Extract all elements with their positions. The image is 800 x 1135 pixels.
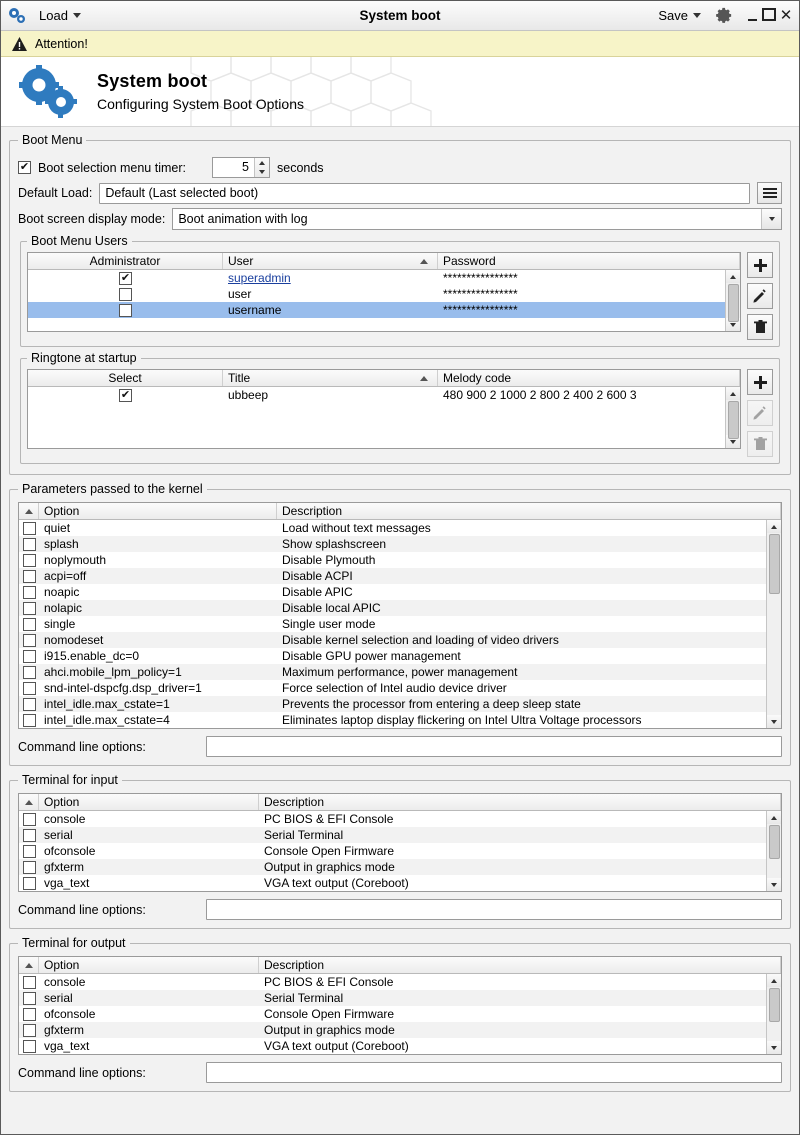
attention-text: Attention!: [35, 36, 88, 51]
admin-checkbox[interactable]: [119, 304, 132, 317]
cell-option: noapic: [44, 585, 80, 599]
default-load-menu-button[interactable]: [757, 182, 782, 204]
cell-option: console: [44, 975, 86, 989]
page-banner: [1, 57, 799, 127]
column-option[interactable]: Option: [39, 503, 277, 519]
close-icon[interactable]: ✕: [779, 6, 793, 24]
row-checkbox[interactable]: [23, 522, 36, 535]
scrollbar-thumb[interactable]: [769, 988, 780, 1022]
sort-ascending-icon: [25, 800, 33, 805]
row-checkbox[interactable]: [23, 634, 36, 647]
banner-title: System boot: [97, 71, 208, 91]
terminal-input-cmd-label: Command line options:: [18, 902, 146, 917]
row-checkbox[interactable]: [23, 666, 36, 679]
table-row[interactable]: [19, 827, 781, 843]
cell-option: snd-intel-dspcfg.dsp_driver=1: [44, 681, 202, 695]
scroll-up-icon[interactable]: [726, 387, 740, 400]
cell-description: Console Open Firmware: [264, 1007, 395, 1021]
display-mode-value: Boot animation with log: [178, 212, 308, 226]
table-row[interactable]: [19, 536, 781, 552]
load-menu-label: Load: [39, 8, 68, 23]
cell-description: Maximum performance, power management: [282, 665, 518, 679]
cell-select[interactable]: [28, 389, 223, 402]
kernel-parameters-legend: Parameters passed to the kernel: [22, 482, 203, 496]
kernel-cmd-input[interactable]: [206, 736, 782, 757]
table-body: [28, 270, 740, 331]
table-row[interactable]: [19, 1022, 781, 1038]
edit-user-button[interactable]: [747, 283, 773, 309]
table-row[interactable]: [19, 552, 781, 568]
spinner-down-icon[interactable]: [255, 168, 269, 178]
select-checkbox[interactable]: [119, 389, 132, 402]
column-administrator[interactable]: Administrator: [28, 253, 223, 269]
row-checkbox[interactable]: [23, 698, 36, 711]
cell-description: Disable local APIC: [282, 601, 381, 615]
boot-menu-users-section: [20, 234, 780, 347]
scrollbar-thumb[interactable]: [728, 401, 739, 439]
row-checkbox[interactable]: [23, 618, 36, 631]
cell-password: ****************: [443, 271, 518, 285]
warning-triangle-icon: [11, 36, 28, 52]
column-option[interactable]: Option: [39, 794, 259, 810]
row-checkbox[interactable]: [23, 714, 36, 727]
admin-checkbox[interactable]: [119, 288, 132, 301]
kernel-cmd-label: Command line options:: [18, 739, 146, 754]
gear-icon[interactable]: [715, 6, 735, 26]
cell-option: noplymouth: [44, 553, 107, 567]
table-row[interactable]: [28, 302, 740, 318]
cell-option: intel_idle.max_cstate=1: [44, 697, 170, 711]
row-checkbox[interactable]: [23, 1008, 36, 1021]
scrollbar-thumb[interactable]: [728, 284, 739, 322]
table-header: [19, 503, 781, 520]
boot-timer-label: Boot selection menu timer:: [38, 160, 186, 175]
table-row[interactable]: [19, 616, 781, 632]
add-ringtone-button[interactable]: [747, 369, 773, 395]
boot-timer-spinner[interactable]: [212, 157, 270, 178]
cell-description: Eliminates laptop display flickering on Intel Ultra Voltage processors: [282, 713, 642, 727]
kernel-parameters-table[interactable]: [18, 502, 782, 729]
cell-description: Force selection of Intel audio device driver: [282, 681, 507, 695]
title-bar: [1, 1, 799, 31]
row-checkbox[interactable]: [23, 650, 36, 663]
cell-user: user: [228, 287, 252, 301]
terminal-input-section: [9, 773, 791, 929]
window-title: System boot: [359, 8, 441, 23]
cell-description: Serial Terminal: [264, 828, 344, 842]
spinner-up-icon[interactable]: [255, 158, 269, 168]
save-menu-label: Save: [658, 8, 688, 23]
sort-ascending-icon: [420, 376, 428, 381]
banner-subtitle: Configuring System Boot Options: [97, 96, 304, 112]
table-row[interactable]: [19, 843, 781, 859]
table-row[interactable]: [19, 632, 781, 648]
cell-option: quiet: [44, 521, 71, 535]
table-row[interactable]: [28, 387, 740, 403]
delete-icon: [754, 320, 767, 334]
table-row[interactable]: [19, 600, 781, 616]
default-load-row: [18, 182, 782, 204]
table-row[interactable]: [19, 1038, 781, 1054]
table-row[interactable]: [19, 584, 781, 600]
load-menu-button[interactable]: [35, 6, 85, 25]
table-header: [19, 794, 781, 811]
cell-option: gfxterm: [44, 860, 85, 874]
table-row[interactable]: [28, 286, 740, 302]
terminal-output-cmd-input[interactable]: [206, 1062, 782, 1083]
table-body: [19, 811, 781, 891]
cell-description: Disable Plymouth: [282, 553, 376, 567]
row-checkbox[interactable]: [23, 682, 36, 695]
column-checkbox[interactable]: [19, 794, 39, 810]
kernel-cmd-row: [18, 736, 782, 757]
cell-description: Disable ACPI: [282, 569, 353, 583]
row-checkbox[interactable]: [23, 813, 36, 826]
add-icon: [754, 259, 767, 272]
row-checkbox[interactable]: [23, 845, 36, 858]
cell-password: ****************: [443, 303, 518, 317]
terminal-input-table[interactable]: [18, 793, 782, 892]
cell-title: ubbeep: [228, 388, 269, 402]
cell-option: nolapic: [44, 601, 83, 615]
cell-option: ofconsole: [44, 844, 96, 858]
scroll-up-icon[interactable]: [726, 270, 740, 283]
chevron-down-icon: [73, 13, 81, 18]
cell-option: gfxterm: [44, 1023, 85, 1037]
boot-timer-checkbox[interactable]: [18, 161, 31, 174]
row-checkbox[interactable]: [23, 877, 36, 890]
display-mode-select[interactable]: [172, 208, 782, 230]
terminal-output-cmd-row: [18, 1062, 782, 1083]
cell-password: ****************: [443, 287, 518, 301]
delete-icon: [754, 437, 767, 451]
cell-description: VGA text output (Coreboot): [264, 1039, 409, 1053]
table-header: [28, 253, 740, 270]
cell-description: Load without text messages: [282, 521, 431, 535]
default-load-label: Default Load:: [18, 186, 93, 200]
scroll-up-icon[interactable]: [767, 811, 781, 824]
menu-icon: [763, 188, 777, 198]
cell-option: ofconsole: [44, 1007, 96, 1021]
cell-option: acpi=off: [44, 569, 87, 583]
terminal-output-legend: Terminal for output: [22, 936, 126, 950]
cell-administrator[interactable]: [28, 304, 223, 317]
ringtone-table[interactable]: [27, 369, 741, 449]
cell-user: superadmin: [228, 271, 291, 285]
cell-option: i915.enable_dc=0: [44, 649, 140, 663]
row-checkbox[interactable]: [23, 570, 36, 583]
cell-administrator[interactable]: [28, 272, 223, 285]
boot-menu-users-legend: Boot Menu Users: [31, 234, 128, 248]
cell-option: ahci.mobile_lpm_policy=1: [44, 665, 182, 679]
cell-option: splash: [44, 537, 79, 551]
cell-description: Output in graphics mode: [264, 860, 395, 874]
gears-icon: [7, 6, 27, 26]
gears-icon: [15, 65, 79, 119]
scrollbar-thumb[interactable]: [769, 534, 780, 594]
cell-option: single: [44, 617, 76, 631]
boot-timer-unit: seconds: [277, 160, 324, 175]
row-checkbox[interactable]: [23, 602, 36, 615]
scroll-up-icon[interactable]: [767, 520, 781, 533]
table-row[interactable]: [19, 696, 781, 712]
table-row[interactable]: [28, 270, 740, 286]
display-mode-row: [18, 208, 782, 230]
row-checkbox[interactable]: [23, 829, 36, 842]
table-header: [28, 370, 740, 387]
sort-ascending-icon: [25, 509, 33, 514]
vertical-scrollbar[interactable]: [766, 811, 781, 891]
cell-description: Prevents the processor from entering a deep sleep state: [282, 697, 581, 711]
cell-melody: 480 900 2 1000 2 800 2 400 2 600 3: [443, 388, 637, 402]
ringtone-section: [20, 351, 780, 464]
row-checkbox[interactable]: [23, 554, 36, 567]
boot-menu-users-table[interactable]: [27, 252, 741, 332]
column-title[interactable]: Title: [223, 370, 438, 386]
cell-option: serial: [44, 991, 73, 1005]
table-row[interactable]: [19, 712, 781, 728]
table-body: [28, 387, 740, 448]
chevron-down-icon[interactable]: [761, 209, 781, 229]
table-header: [19, 957, 781, 974]
cell-user: username: [228, 303, 282, 317]
cell-description: Output in graphics mode: [264, 1023, 395, 1037]
terminal-input-cmd-row: [18, 899, 782, 920]
cell-option: console: [44, 812, 86, 826]
cell-description: Single user mode: [282, 617, 376, 631]
table-row[interactable]: [19, 664, 781, 680]
row-checkbox[interactable]: [23, 861, 36, 874]
column-melody-code[interactable]: Melody code: [438, 370, 740, 386]
column-checkbox[interactable]: [19, 957, 39, 973]
column-password[interactable]: Password: [438, 253, 740, 269]
default-load-input[interactable]: [99, 183, 750, 204]
cell-option: vga_text: [44, 1039, 90, 1053]
cell-description: Disable APIC: [282, 585, 353, 599]
table-body: [19, 520, 781, 728]
vertical-scrollbar[interactable]: [725, 387, 740, 448]
attention-bar: [1, 31, 799, 57]
edit-icon: [753, 289, 767, 303]
edit-ringtone-button: [747, 400, 773, 426]
boot-menu-legend: Boot Menu: [22, 133, 83, 147]
scroll-up-icon[interactable]: [767, 974, 781, 987]
save-menu-button[interactable]: [654, 6, 705, 25]
cell-option: serial: [44, 828, 73, 842]
table-row[interactable]: [19, 1006, 781, 1022]
cell-option: nomodeset: [44, 633, 104, 647]
admin-checkbox[interactable]: [119, 272, 132, 285]
cell-description: PC BIOS & EFI Console: [264, 975, 394, 989]
edit-icon: [753, 406, 767, 420]
cell-option: vga_text: [44, 876, 90, 890]
column-user[interactable]: User: [223, 253, 438, 269]
table-body: [19, 974, 781, 1054]
table-row[interactable]: [19, 990, 781, 1006]
scrollbar-thumb[interactable]: [769, 825, 780, 859]
cell-description: Show splashscreen: [282, 537, 387, 551]
row-checkbox[interactable]: [23, 992, 36, 1005]
cell-description: PC BIOS & EFI Console: [264, 812, 394, 826]
cell-description: VGA text output (Coreboot): [264, 876, 409, 890]
table-row[interactable]: [19, 648, 781, 664]
scroll-down-icon[interactable]: [767, 715, 781, 728]
add-user-button[interactable]: [747, 252, 773, 278]
boot-timer-row: [18, 157, 782, 178]
cell-administrator[interactable]: [28, 288, 223, 301]
table-row[interactable]: [19, 520, 781, 536]
row-checkbox[interactable]: [23, 1024, 36, 1037]
display-mode-label: Boot screen display mode:: [18, 212, 166, 226]
terminal-output-section: [9, 936, 791, 1092]
column-select[interactable]: Select: [28, 370, 223, 386]
row-checkbox[interactable]: [23, 976, 36, 989]
column-option[interactable]: Option: [39, 957, 259, 973]
cell-description: Disable kernel selection and loading of video drivers: [282, 633, 559, 647]
maximize-icon[interactable]: [762, 9, 776, 23]
table-row[interactable]: [19, 811, 781, 827]
terminal-output-cmd-label: Command line options:: [18, 1065, 146, 1080]
table-row[interactable]: [19, 568, 781, 584]
table-row[interactable]: [19, 680, 781, 696]
column-description[interactable]: Description: [277, 503, 781, 519]
table-row[interactable]: [19, 859, 781, 875]
row-checkbox[interactable]: [23, 538, 36, 551]
main-content: [1, 127, 799, 1134]
chevron-down-icon: [693, 13, 701, 18]
cell-description: Serial Terminal: [264, 991, 344, 1005]
terminal-output-table[interactable]: [18, 956, 782, 1055]
ringtone-legend: Ringtone at startup: [31, 351, 137, 365]
row-checkbox[interactable]: [23, 586, 36, 599]
cell-description: Disable GPU power management: [282, 649, 461, 663]
boot-menu-section: [9, 133, 791, 475]
terminal-input-cmd-input[interactable]: [206, 899, 782, 920]
column-description[interactable]: Description: [259, 957, 781, 973]
scroll-down-icon[interactable]: [767, 878, 781, 891]
boot-timer-value: 5: [242, 160, 249, 174]
column-checkbox[interactable]: [19, 503, 39, 519]
delete-ringtone-button: [747, 431, 773, 457]
scroll-down-icon[interactable]: [767, 1041, 781, 1054]
vertical-scrollbar[interactable]: [725, 270, 740, 331]
kernel-parameters-section: [9, 482, 791, 766]
sort-ascending-icon: [420, 259, 428, 264]
cell-description: Console Open Firmware: [264, 844, 395, 858]
vertical-scrollbar[interactable]: [766, 974, 781, 1054]
column-description[interactable]: Description: [259, 794, 781, 810]
add-icon: [754, 376, 767, 389]
minimize-icon[interactable]: [745, 9, 759, 23]
table-row[interactable]: [19, 875, 781, 891]
terminal-input-legend: Terminal for input: [22, 773, 118, 787]
table-row[interactable]: [19, 974, 781, 990]
sort-ascending-icon: [25, 963, 33, 968]
cell-option: intel_idle.max_cstate=4: [44, 713, 170, 727]
delete-user-button[interactable]: [747, 314, 773, 340]
vertical-scrollbar[interactable]: [766, 520, 781, 728]
row-checkbox[interactable]: [23, 1040, 36, 1053]
